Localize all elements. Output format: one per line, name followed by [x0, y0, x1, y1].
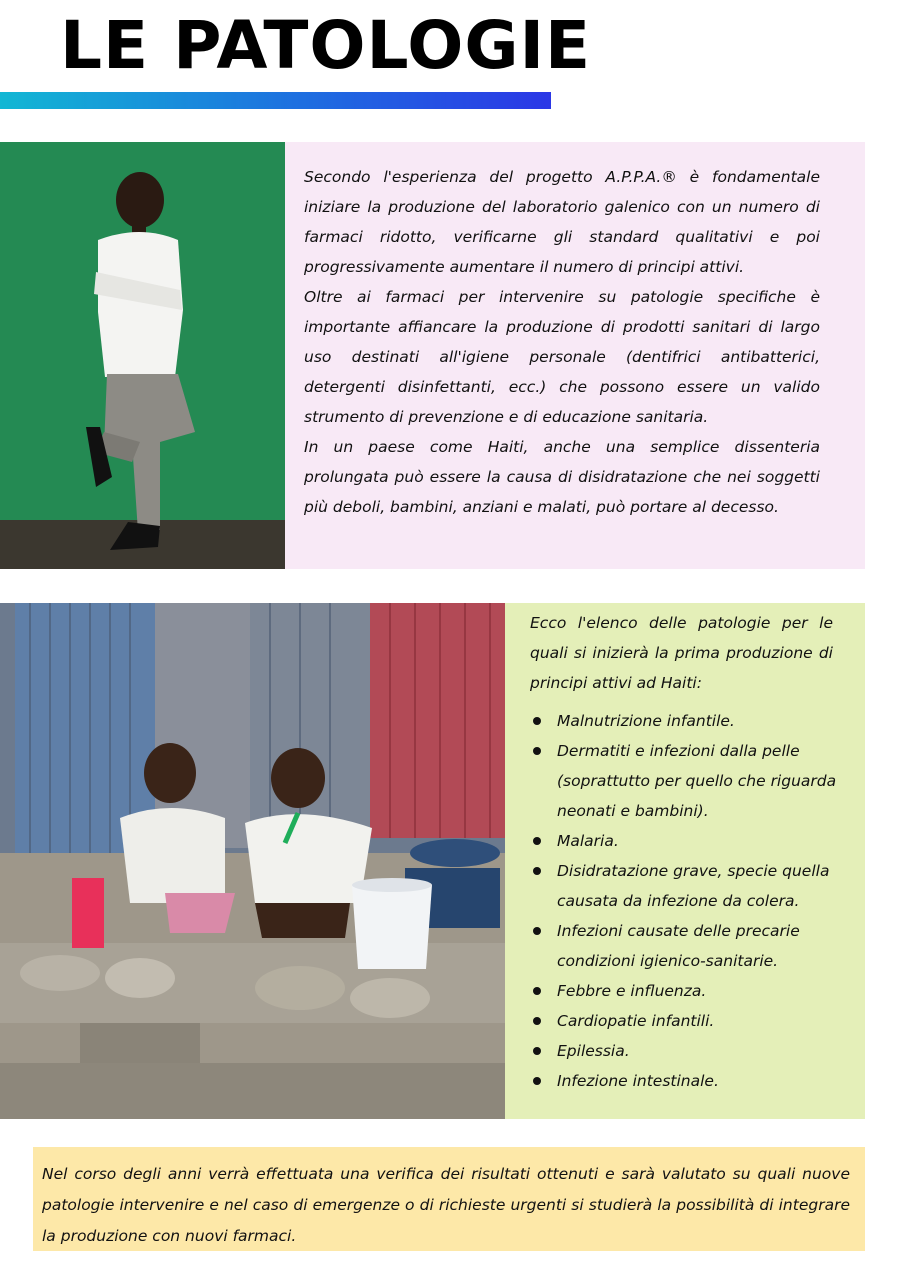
bullet-icon [533, 837, 541, 845]
bullet-icon [533, 1017, 541, 1025]
list-item: Cardiopatie infantili. [530, 1006, 855, 1036]
intro-paragraph-2: Oltre ai farmaci per intervenire su patologie specifiche è importante affiancare la produzione di prodotti sanitari di largo uso destinati all'igiene personale (dentifrici antibatterici, detergenti disinfettanti, ecc.) che possono essere un valido strumento di prevenzione e di educazione sanitaria. [304, 288, 820, 426]
list-item: Malnutrizione infantile. [530, 706, 855, 736]
bullet-icon [533, 1077, 541, 1085]
pathologies-intro: Ecco l'elenco delle patologie per le quali si inizierà la prima produzione di principi attivi ad Haiti: [530, 614, 833, 692]
title-underline-bar [0, 92, 551, 109]
list-item: Epilessia. [530, 1036, 855, 1066]
bullet-icon [533, 1047, 541, 1055]
list-item: Infezione intestinale. [530, 1066, 855, 1096]
list-item: Dermatiti e infezioni dalla pelle (soprattutto per quello che riguarda neonati e bambini). [530, 736, 855, 826]
intro-text [304, 162, 820, 522]
bullet-icon [533, 987, 541, 995]
list-item: Disidratazione grave, specie quella causata da infezione da colera. [530, 856, 855, 916]
closing-note: Nel corso degli anni verrà effettuata una verifica dei risultati ottenuti e sarà valutato su quali nuove patologie intervenire e nel caso di emergenze o di richieste urgenti si studierà la possibilità di integrare la produzione con nuovi farmaci. [42, 1165, 850, 1245]
bullet-icon [533, 747, 541, 755]
bullet-icon [533, 927, 541, 935]
boy-in-white-shirt-photo [0, 142, 285, 569]
pathologies-list [530, 706, 855, 1096]
bullet-icon [533, 717, 541, 725]
children-brushing-teeth-photo [0, 603, 505, 1119]
intro-paragraph-3: In un paese come Haiti, anche una semplice dissenteria prolungata può essere la causa di disidratazione che nei soggetti più deboli, bambini, anziani e malati, può portare al decesso. [304, 438, 820, 516]
list-item: Malaria. [530, 826, 855, 856]
list-item: Febbre e influenza. [530, 976, 855, 1006]
list-item: Infezioni causate delle precarie condizioni igienico-sanitarie. [530, 916, 855, 976]
bullet-icon [533, 867, 541, 875]
intro-paragraph-1: Secondo l'esperienza del progetto A.P.P.A.® è fondamentale iniziare la produzione del laboratorio galenico con un numero di farmaci ridotto, verificarne gli standard qualitativi e poi progressivamente aumentare il numero di principi attivi. [304, 168, 820, 276]
page-title: LE PATOLOGIE [60, 7, 592, 84]
